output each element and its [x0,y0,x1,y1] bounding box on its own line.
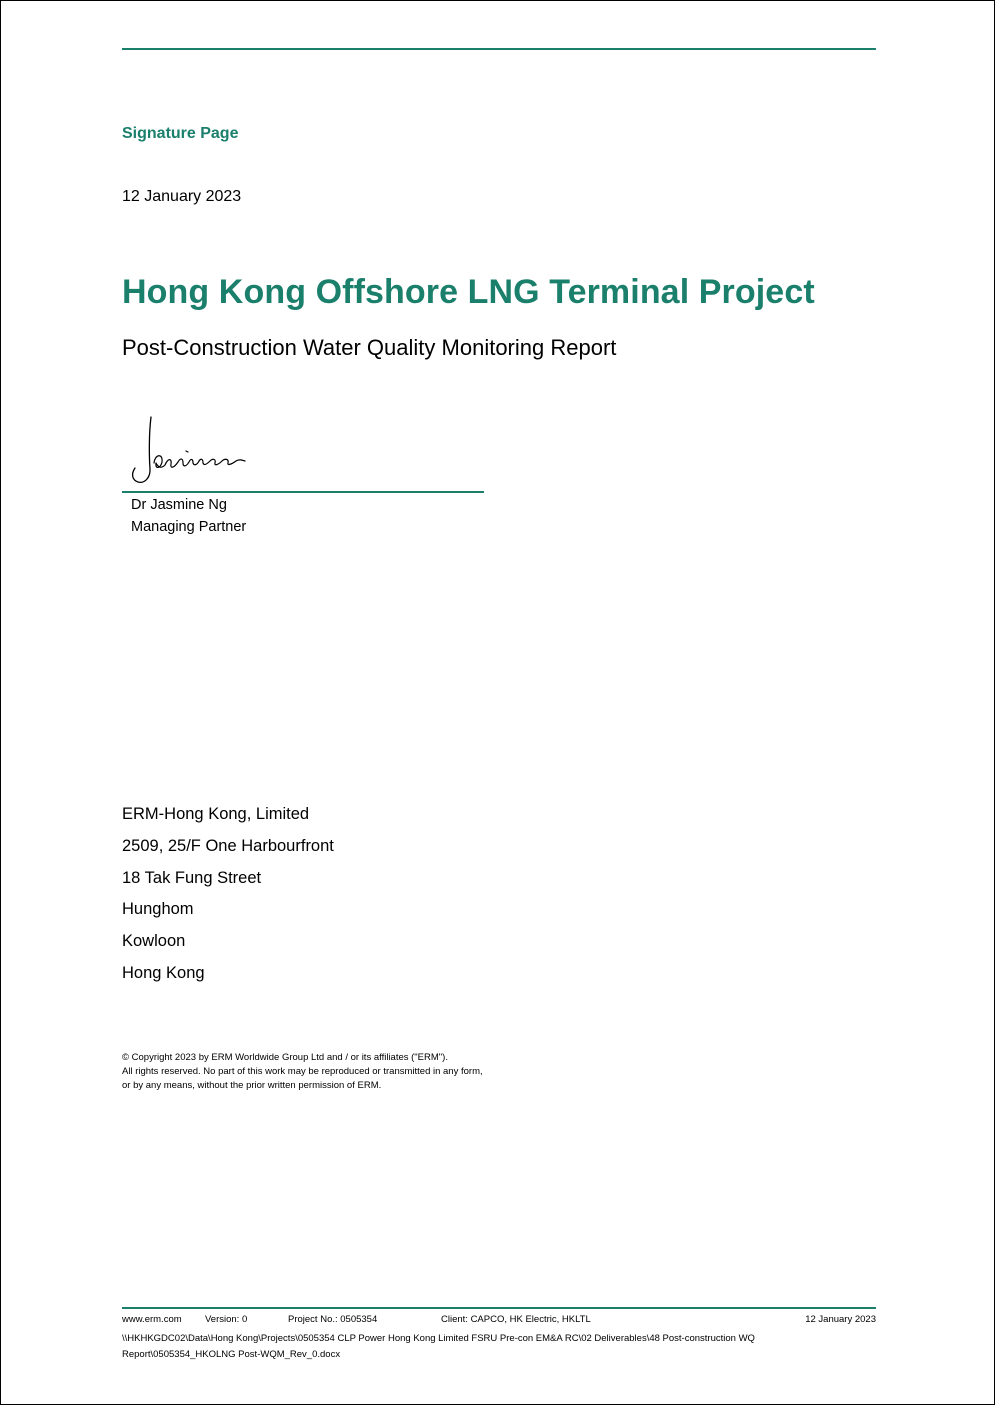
footer-version: Version: 0 [205,1314,248,1325]
copyright-line: or by any means, without the prior written permission of ERM. [122,1080,382,1091]
footer-rule [122,1307,876,1309]
company-address [122,804,334,995]
handwritten-signature [125,411,255,491]
address-line: Kowloon [122,932,186,951]
footer [122,1314,876,1328]
signature-line [122,491,484,493]
address-line: Hunghom [122,900,194,919]
footer-file-path [122,1331,755,1363]
signatory-role: Managing Partner [131,519,247,535]
copyright-notice [122,1051,483,1093]
document-title: Hong Kong Offshore LNG Terminal Project [122,273,815,311]
footer-date: 12 January 2023 [805,1314,876,1325]
signatory-name: Dr Jasmine Ng [131,497,227,513]
section-label: Signature Page [122,125,239,142]
address-line: 18 Tak Fung Street [122,868,262,887]
footer-website-link[interactable]: www.erm.com [122,1314,182,1325]
document-subtitle: Post-Construction Water Quality Monitoring Report [122,335,617,360]
header-rule [122,48,876,50]
document-date: 12 January 2023 [122,188,242,205]
file-path-line: Report\0505354_HKOLNG Post-WQM_Rev_0.docx [122,1349,341,1360]
file-path-line: \\HKHKGDC02\Data\Hong Kong\Projects\0505354 CLP Power Hong Kong Limited FSRU Pre-con EM&A RC\02 Deliverables\48 Post-construction WQ [122,1333,755,1344]
footer-project-number: Project No.: 0505354 [288,1314,378,1325]
copyright-line: © Copyright 2023 by ERM Worldwide Group Ltd and / or its affiliates ("ERM"). [122,1052,448,1063]
address-line: Hong Kong [122,963,205,982]
address-line: 2509, 25/F One Harbourfront [122,836,334,855]
copyright-line: All rights reserved. No part of this work may be reproduced or transmitted in any form, [122,1066,483,1077]
address-line: ERM-Hong Kong, Limited [122,805,310,823]
footer-client: Client: CAPCO, HK Electric, HKLTL [441,1314,591,1325]
